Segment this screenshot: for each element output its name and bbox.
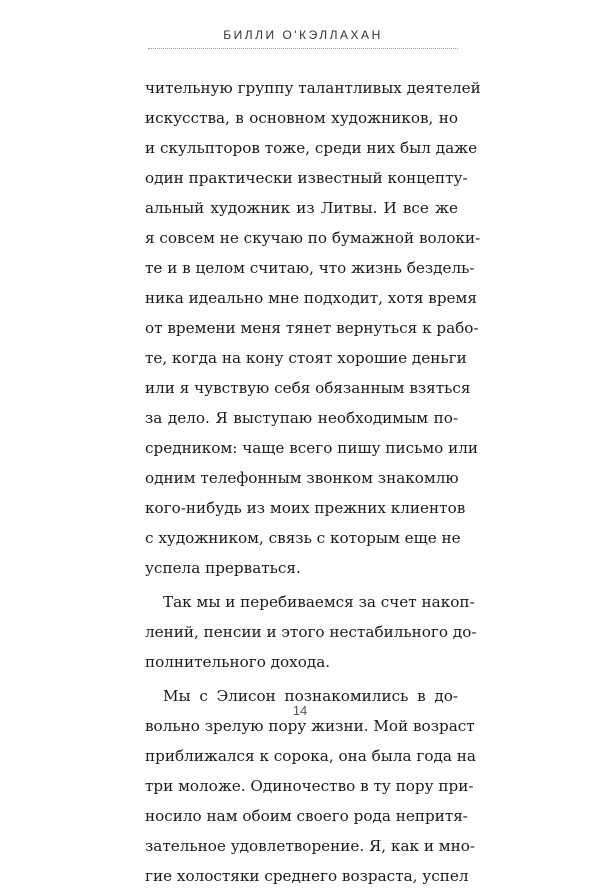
- text-line: я совсем не скучаю по бумажной волоки-: [145, 229, 481, 247]
- text-line: Мы с Элисон познакомились в до-: [163, 687, 458, 705]
- text-line: полнительного дохода.: [145, 653, 331, 671]
- text-line: одним телефонным звонком знакомлю: [145, 469, 459, 487]
- body-text: [145, 73, 481, 891]
- text-line: альный художник из Литвы. И все же: [145, 199, 458, 217]
- text-line: кого-нибудь из моих прежних клиентов: [145, 499, 466, 517]
- text-line: один практически известный концепту-: [145, 169, 468, 187]
- text-line: лений, пенсии и этого нестабильного до-: [145, 623, 477, 641]
- text-line: Так мы и перебиваемся за счет накоп-: [163, 593, 475, 611]
- running-head: БИЛЛИ О'КЭЛЛАХАН: [223, 28, 383, 42]
- text-line: успела прерваться.: [145, 559, 301, 577]
- header-rule: [148, 48, 458, 49]
- text-line: с художником, связь с которым еще не: [145, 529, 461, 547]
- text-line: искусства, в основном художников, но: [145, 109, 458, 127]
- text-line: три моложе. Одиночество в ту пору при-: [145, 777, 474, 795]
- paragraph-2: [145, 587, 477, 677]
- text-line: за дело. Я выступаю необходимым по-: [145, 409, 458, 427]
- text-line: приближался к сорока, она была года на: [145, 747, 476, 765]
- text-line: носило нам обоим своего рода непритя-: [145, 807, 468, 825]
- text-line: или я чувствую себя обязанным взяться: [145, 379, 471, 397]
- text-line: средником: чаще всего пишу письмо или: [145, 439, 479, 457]
- page-number: 14: [292, 703, 308, 718]
- text-line: гие холостяки среднего возраста, успел: [145, 867, 469, 885]
- text-line: от времени меня тянет вернуться к рабо-: [145, 319, 479, 337]
- text-line: чительную группу талантливых деятелей: [145, 79, 481, 97]
- paragraph-1: [145, 73, 481, 583]
- text-line: те, когда на кону стоят хорошие деньги: [145, 349, 467, 367]
- text-line: зательное удовлетворение. Я, как и мно-: [145, 837, 475, 855]
- text-line: ника идеально мне подходит, хотя время: [145, 289, 477, 307]
- text-line: вольно зрелую пору жизни. Мой возраст: [145, 717, 475, 735]
- text-line: и скульпторов тоже, среди них был даже: [145, 139, 478, 157]
- text-line: те и в целом считаю, что жизнь бездель-: [145, 259, 475, 277]
